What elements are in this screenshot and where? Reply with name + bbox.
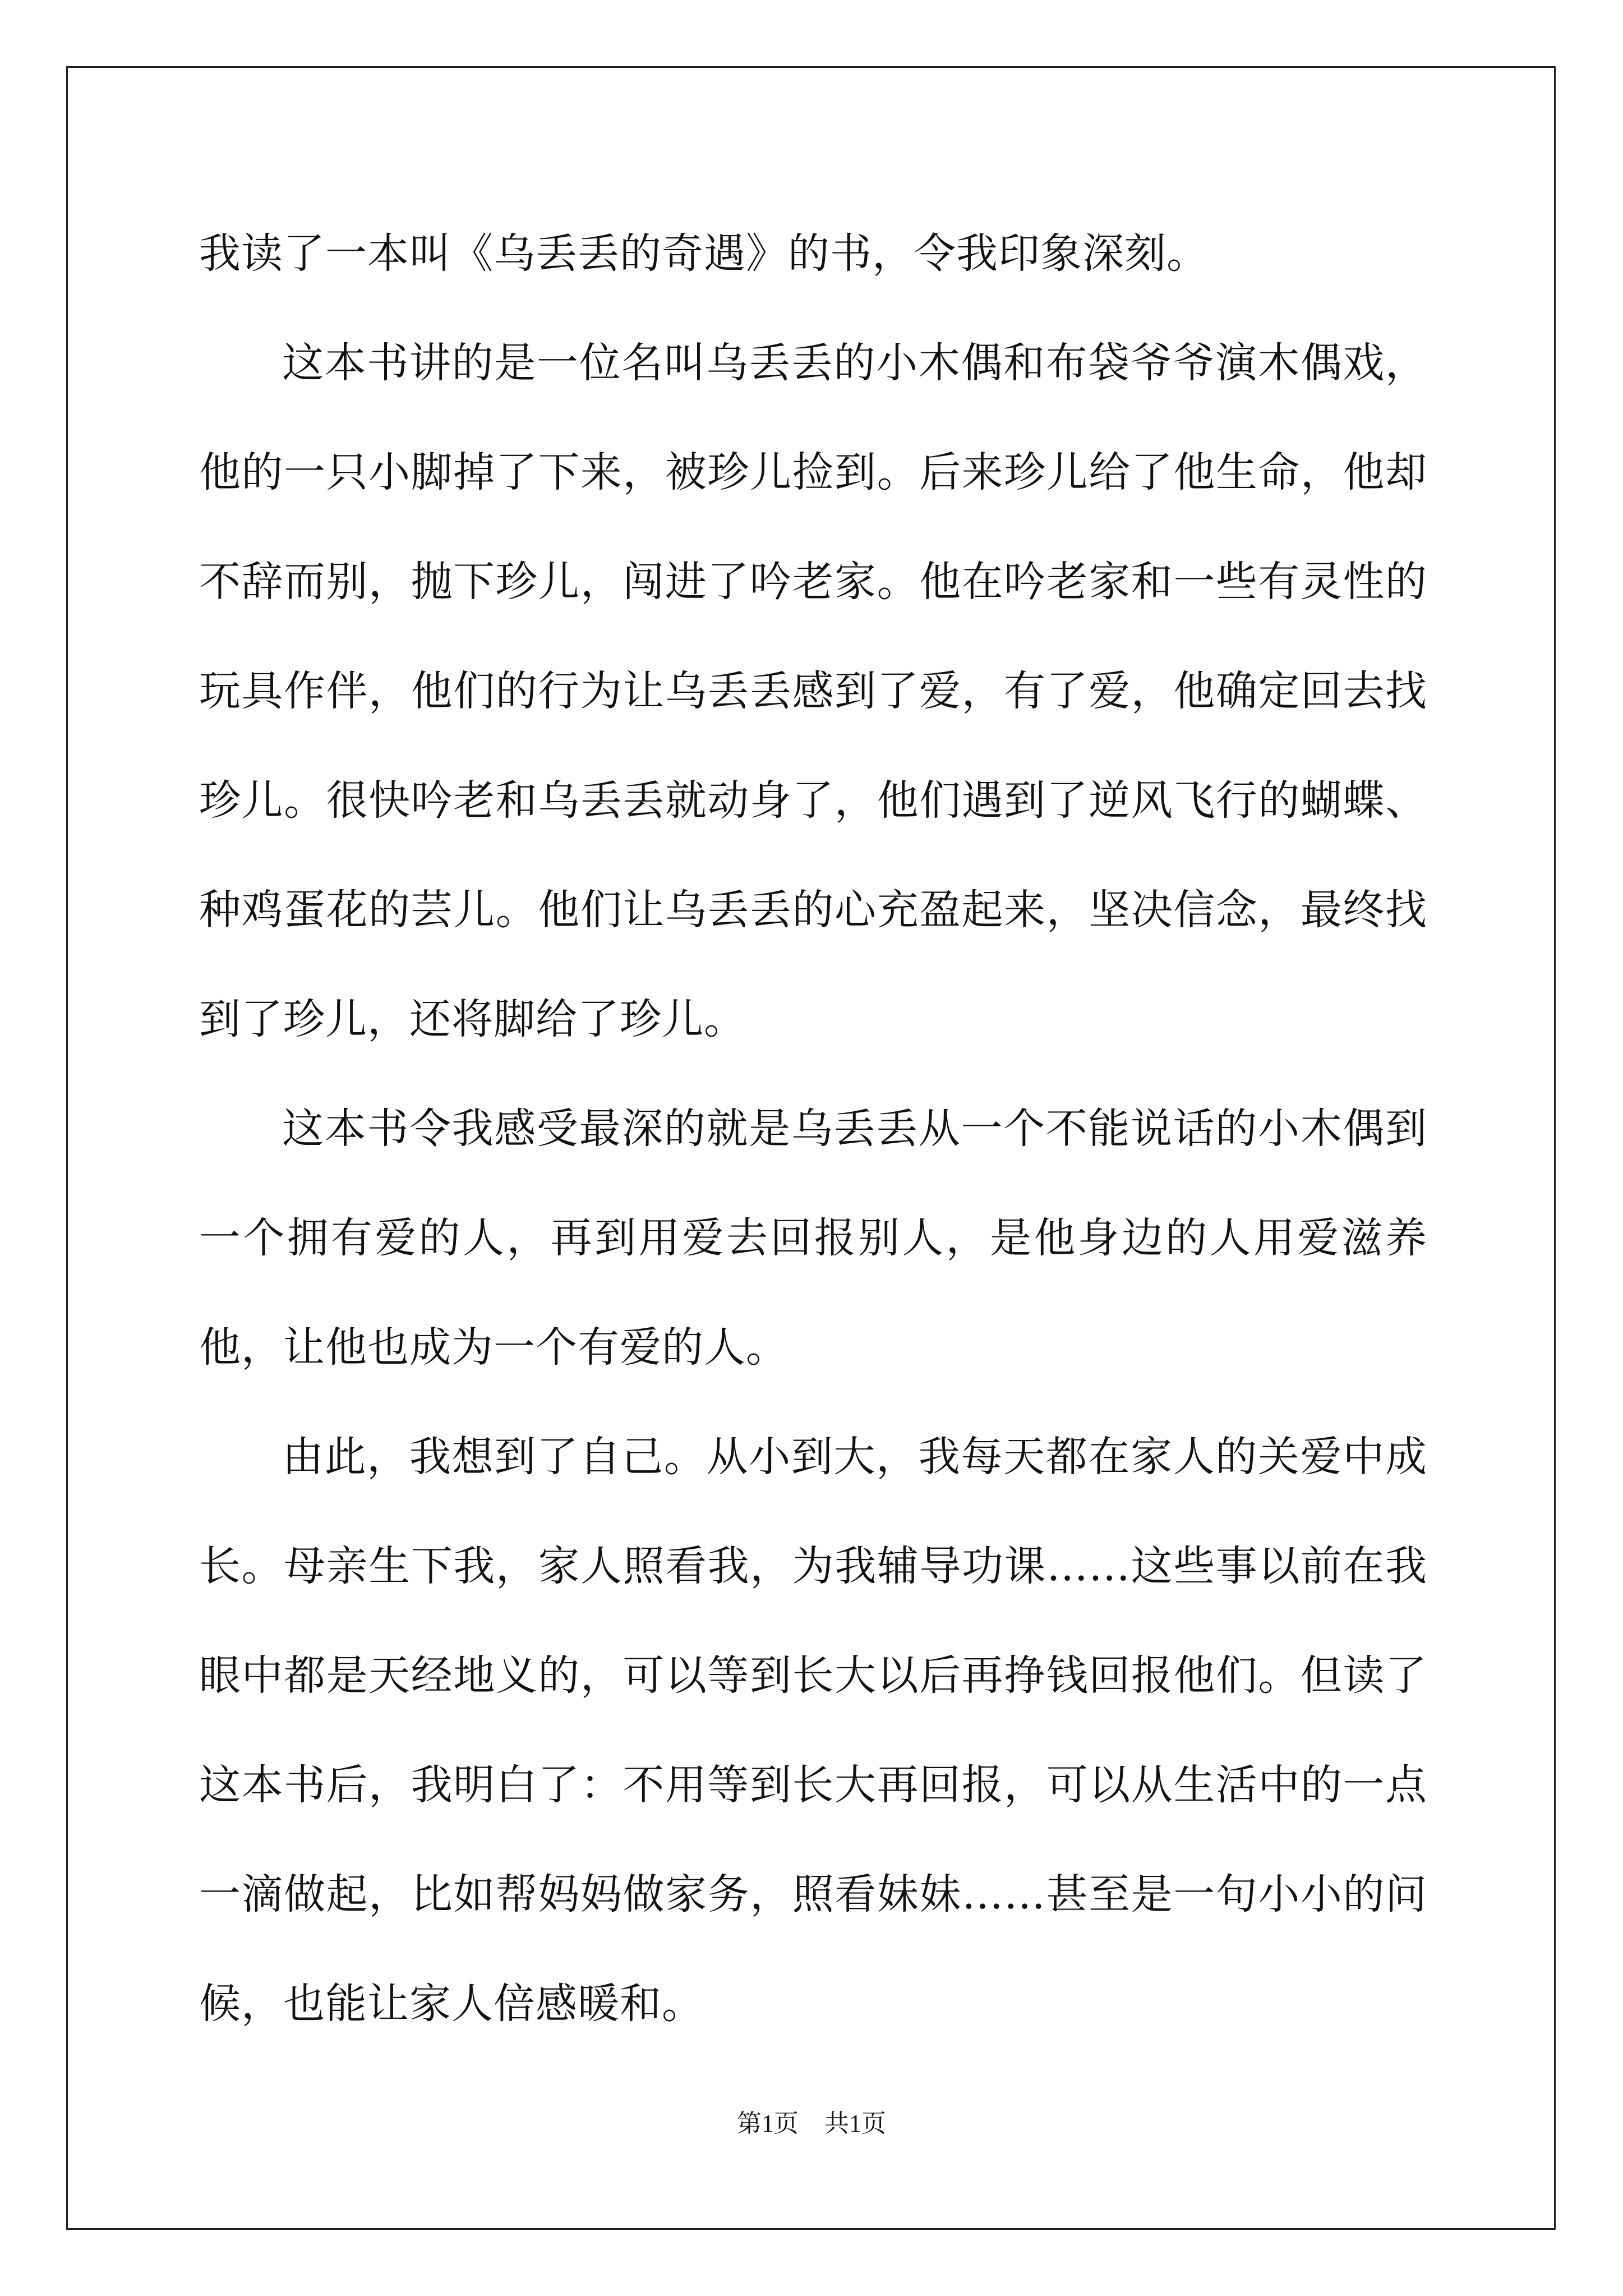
page-footer — [0, 2107, 1623, 2141]
document-body — [199, 199, 1427, 2059]
paragraph-1: 我读了一本叫《乌丢丢的奇遇》的书，令我印象深刻。 — [199, 229, 1209, 278]
page-total: 共1页 — [824, 2110, 886, 2137]
paragraph-3: 这本书令我感受最深的就是乌丢丢从一个不能说话的小木偶到一个拥有爱的人，再到用爱去回报别人，是他身边的人用爱滋养他，让他也成为一个有爱的人。 — [199, 1105, 1427, 1372]
paragraph-2: 这本书讲的是一位名叫乌丢丢的小木偶和布袋爷爷演木偶戏，他的一只小脚掉了下来，被珍儿捡到。后来珍儿给了他生命，他却不辞而别，抛下珍儿，闯进了吟老家。他在吟老家和一些有灵性的玩具作伴，他们的行为让乌丢丢感到了爱，有了爱，他确定回去找珍儿。很快吟老和乌丢丢就动身了，他们遇到了逆风飞行的蝴蝶、种鸡蛋花的芸儿。他们让乌丢丢的心充盈起来，坚决信念，最终找到了珍儿，还将脚给了珍儿。 — [199, 339, 1427, 1043]
page-number: 第1页 — [737, 2110, 799, 2137]
paragraph-4: 由此，我想到了自己。从小到大，我每天都在家人的关爱中成长。母亲生下我，家人照看我，为我辅导功课……这些事以前在我眼中都是天经地义的，可以等到长大以后再挣钱回报他们。但读了这本书后，我明白了：不用等到长大再回报，可以从生活中的一点一滴做起，比如帮妈妈做家务，照看妹妹……甚至是一句小小的问候，也能让家人倍感暖和。 — [199, 1433, 1427, 2028]
